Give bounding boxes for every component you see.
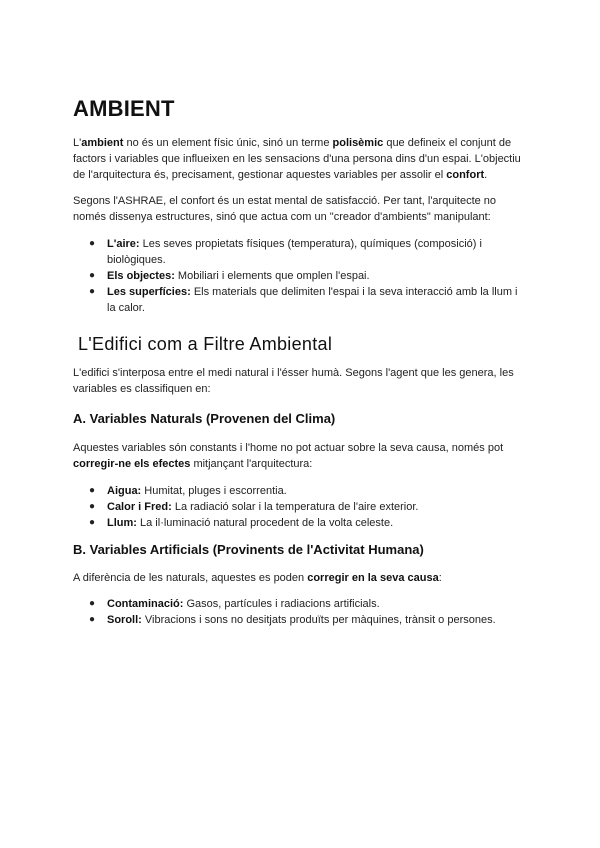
naturals-paragraph [73,440,528,472]
item-label: L'aire: [107,238,140,250]
section-intro-paragraph: L'edifici s'interposa entre el medi natural i l'ésser humà. Segons l'agent que les genera, les variables es classifiquen en: [73,367,514,395]
ashrae-paragraph: Segons l'ASHRAE, el confort és un estat mental de satisfacció. Per tant, l'arquitecte no només dissenya estructures, sinó que actua com un "creador d'ambients" manipulant: [73,195,497,223]
bullet-icon: ● [89,517,96,528]
subheading-variables-naturals: A. Variables Naturals (Provenen del Clima) [73,411,336,426]
item-text: Gasos, partícules i radiacions artificials. [183,598,380,610]
item-label: Els objectes: [107,270,175,282]
naturals-text-1: Aquestes variables són constants i l'home no pot actuar sobre la seva causa, només pot [73,442,504,454]
page-title: AMBIENT [73,96,175,121]
naturals-list [73,483,528,531]
item-text: La il·luminació natural procedent de la volta celeste. [136,517,394,529]
intro-paragraph [73,135,528,183]
bullet-icon: ● [89,598,96,609]
intro-text-3: que defineix el conjunt de factors i variables que influeixen en les sensacions d'una persona dins d'un espai. L'objectiu de l'arquitectura és, precisament, gestionar aquestes variables per assolir el [73,137,521,181]
artificials-text-1: A diferència de les naturals, aquestes es poden [73,572,308,584]
list-item [73,515,528,531]
bullet-icon: ● [89,270,96,281]
factors-list [73,236,528,316]
list-item [73,284,528,316]
bullet-icon: ● [89,614,96,625]
list-item [73,236,528,268]
bullet-icon: ● [89,501,96,512]
naturals-bold: corregir-ne els efectes [73,458,191,470]
artificials-bold: corregir en la seva causa [307,572,439,584]
item-text: Vibracions i sons no desitjats produïts per màquines, trànsit o persones. [141,614,496,626]
intro-bold-polisemic: polisèmic [332,137,384,149]
item-label: Les superfícies: [107,286,191,298]
document-content [73,96,528,628]
item-label: Soroll: [107,614,142,626]
intro-bold-confort: confort [446,169,485,181]
artificials-paragraph [73,570,528,586]
list-item [73,499,528,515]
item-text: La radiació solar i la temperatura de l'aire exterior. [171,501,419,513]
artificials-text-2: : [438,572,442,584]
bullet-icon: ● [89,238,96,249]
item-text: Humitat, pluges i escorrentia. [141,485,287,497]
intro-bold-ambient: ambient [81,137,124,149]
artificials-list [73,596,528,628]
subheading-variables-artificials: B. Variables Artificials (Provinents de l'Activitat Humana) [73,542,424,557]
item-label: Aigua: [107,485,142,497]
intro-text-1: L' [73,137,82,149]
section-heading-filtre: L'Edifici com a Filtre Ambiental [78,334,333,354]
intro-text-4: . [484,169,488,181]
item-text: Les seves propietats físiques (temperatura), químiques (composició) i biològiques. [107,238,482,266]
bullet-icon: ● [89,286,96,297]
bullet-icon: ● [89,485,96,496]
naturals-text-2: mitjançant l'arquitectura: [190,458,313,470]
list-item [73,268,528,284]
list-item [73,612,528,628]
item-text: Mobiliari i elements que omplen l'espai. [174,270,370,282]
item-label: Llum: [107,517,137,529]
item-label: Contaminació: [107,598,184,610]
item-label: Calor i Fred: [107,501,172,513]
list-item [73,483,528,499]
item-text: Els materials que delimiten l'espai i la seva interacció amb la llum i la calor. [107,286,518,314]
list-item [73,596,528,612]
intro-text-2: no és un element físic únic, sinó un terme [123,137,333,149]
